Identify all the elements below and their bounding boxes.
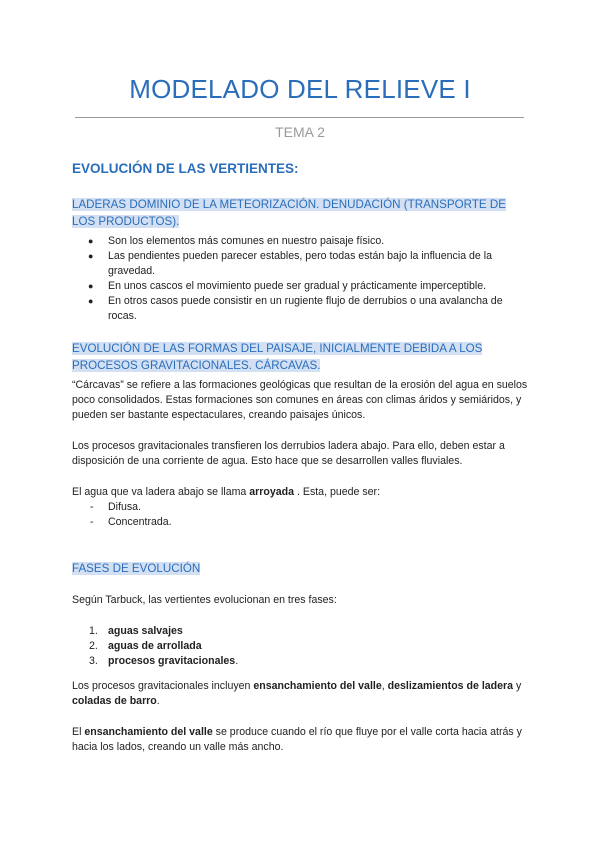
list-item-text: Las pendientes pueden parecer estables, pero todas están bajo la influencia de la gravedad. (108, 250, 493, 277)
arroyada-paragraph (72, 485, 532, 500)
laderas-heading (72, 196, 532, 230)
list-item (72, 279, 532, 294)
phase-text: aguas de arrollada (108, 640, 202, 652)
list-item (72, 654, 532, 669)
title-divider (75, 117, 524, 118)
formas-paisaje-heading-text: EVOLUCIÓN DE LAS FORMAS DEL PAISAJE, INICIALMENTE DEBIDA A LOS PROCESOS GRAVITACIONALES. CÁRCAVAS. (72, 342, 483, 372)
bold-term: deslizamientos de ladera (387, 680, 514, 692)
arroyada-types-list (72, 500, 532, 530)
document-subtitle: TEMA 2 (275, 124, 325, 140)
list-item (72, 294, 532, 324)
text-span: y (513, 680, 522, 692)
carcavas-paragraph: “Cárcavas” se refiere a las formaciones geológicas que resultan de la erosión del agua en suelos poco consolidados. Estas formaciones son comunes en áreas con climas áridos y semiáridos, y pueden ser bastante espectaculares, creando paisajes únicos. (72, 379, 528, 421)
list-item-text: Concentrada. (108, 516, 172, 528)
text-span: se produce cuando el río que fluye por el valle corta hacia atrás y hacia los lados, creando un valle más ancho. (72, 726, 522, 753)
document-title: MODELADO DEL RELIEVE I (129, 74, 471, 104)
list-item-text: Difusa. (108, 501, 141, 513)
list-item (72, 249, 532, 279)
phase-text: procesos gravitacionales (108, 655, 236, 667)
list-item-text: En otros casos puede consistir en un rugiente flujo de derrubios o una avalancha de rocas. (108, 295, 503, 322)
phases-list (72, 624, 532, 669)
procesos-paragraph: Los procesos gravitacionales transfieren los derrubios ladera abajo. Para ello, deben estar a disposición de una corriente de agua. Esto hace que se desarrollen valles fluviales. (72, 440, 505, 467)
bullet-icon: ● (88, 281, 94, 291)
text-span: , (381, 680, 388, 692)
fases-heading-text: FASES DE EVOLUCIÓN (72, 562, 201, 575)
list-item (72, 624, 532, 639)
text-span: Los procesos gravitacionales incluyen (72, 680, 254, 692)
text-span: . (156, 695, 160, 707)
ensanchamiento-paragraph (72, 725, 532, 755)
list-item (72, 515, 532, 530)
list-item-text: En unos cascos el movimiento puede ser gradual y prácticamente imperceptible. (108, 280, 487, 292)
laderas-heading-text: LADERAS DOMINIO DE LA METEORIZACIÓN. DENUDACIÓN (TRANSPORTE DE LOS PRODUCTOS). (72, 198, 506, 228)
number-marker: 3. (89, 655, 98, 667)
dash-marker: - (90, 501, 94, 513)
bullet-icon: ● (88, 296, 94, 306)
procesos-gravitacionales-paragraph (72, 679, 532, 709)
formas-paisaje-heading (72, 340, 532, 374)
fases-heading (72, 560, 532, 577)
tarbuck-intro: Según Tarbuck, las vertientes evolucionan en tres fases: (72, 594, 337, 606)
section-heading: EVOLUCIÓN DE LAS VERTIENTES: (72, 161, 299, 176)
phase-text: aguas salvajes (108, 625, 183, 637)
document-body (72, 160, 532, 755)
bullet-icon: ● (88, 236, 94, 246)
arroyada-term: arroyada (249, 486, 295, 498)
list-item (72, 639, 532, 654)
text-span: El (72, 726, 85, 738)
number-marker: 1. (89, 625, 98, 637)
bold-term: coladas de barro (72, 695, 157, 707)
bold-term: ensanchamiento del valle (84, 726, 213, 738)
bullet-icon: ● (88, 251, 94, 261)
phase-tail: . (235, 655, 239, 667)
number-marker: 2. (89, 640, 98, 652)
dash-marker: - (90, 516, 94, 528)
arroyada-text-pre: El agua que va ladera abajo se llama (72, 486, 250, 498)
list-item (72, 500, 532, 515)
laderas-bullet-list (72, 234, 532, 324)
list-item-text: Son los elementos más comunes en nuestro paisaje físico. (108, 235, 385, 247)
bold-term: ensanchamiento del valle (253, 680, 382, 692)
arroyada-text-post: . Esta, puede ser: (294, 486, 381, 498)
list-item (72, 234, 532, 249)
